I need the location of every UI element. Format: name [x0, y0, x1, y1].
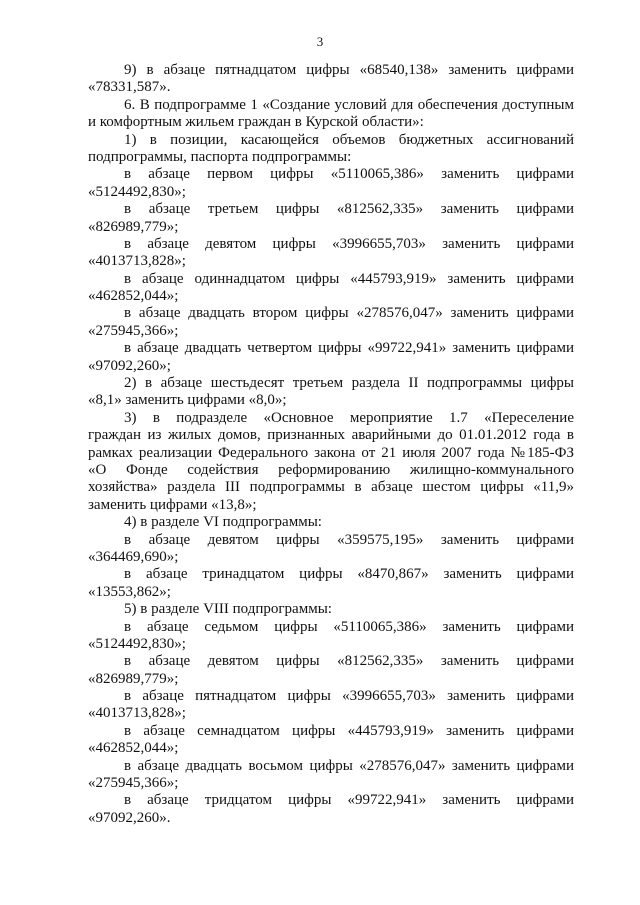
text-line: 6. В подпрограмме 1 «Создание условий для обеспечения доступным: [124, 96, 574, 113]
text-line: «5124492,830»;: [88, 635, 186, 652]
text-line: в абзаце тринадцатом цифры «8470,867» заменить цифрами: [124, 566, 574, 583]
text-line: в абзаце двадцать четвертом цифры «99722,941» заменить цифрами: [124, 340, 574, 357]
text-line: в абзаце тридцатом цифры «99722,941» заменить цифрами: [124, 792, 574, 809]
text-line: «97092,260»;: [88, 357, 171, 374]
text-line: 2) в абзаце шестьдесят третьем раздела II подпрограммы цифры: [124, 375, 574, 392]
text-line: подпрограммы, паспорта подпрограммы:: [88, 148, 352, 165]
text-line: «13553,862»;: [88, 583, 171, 600]
text-line: в абзаце девятом цифры «359575,195» заменить цифрами: [124, 531, 574, 548]
text-line: в абзаце девятом цифры «3996655,703» заменить цифрами: [124, 235, 574, 252]
text-line: граждан из жилых домов, признанных аварийными до 01.01.2012 года в: [88, 427, 574, 444]
text-line: в абзаце двадцать восьмом цифры «278576,047» заменить цифрами: [124, 757, 574, 774]
text-line: в абзаце третьем цифры «812562,335» заменить цифрами: [124, 201, 574, 218]
text-line: в абзаце девятом цифры «812562,335» заменить цифрами: [124, 653, 574, 670]
text-line: «275945,366»;: [88, 775, 179, 792]
text-line: рамках реализации Федерального закона от 21 июля 2007 года №185-ФЗ: [88, 444, 574, 461]
page-number: 3: [316, 34, 324, 49]
text-line: «826989,779»;: [88, 218, 179, 235]
text-line: в абзаце первом цифры «5110065,386» заменить цифрами: [124, 166, 574, 183]
text-line: «8,1» заменить цифрами «8,0»;: [88, 392, 287, 409]
text-line: в абзаце пятнадцатом цифры «3996655,703» заменить цифрами: [124, 688, 574, 705]
text-line: заменить цифрами «13,8»;: [88, 496, 257, 513]
text-line: «826989,779»;: [88, 670, 179, 687]
text-line: «462852,044»;: [88, 740, 179, 757]
text-line: хозяйства» раздела III подпрограммы в абзаце шестом цифры «11,9»: [88, 479, 574, 496]
text-line: в абзаце одиннадцатом цифры «445793,919» заменить цифрами: [124, 270, 574, 287]
text-line: в абзаце семнадцатом цифры «445793,919» заменить цифрами: [124, 722, 574, 739]
text-line: 3) в подразделе «Основное мероприятие 1.7 «Переселение: [124, 409, 574, 426]
text-line: «5124492,830»;: [88, 183, 186, 200]
text-line: «275945,366»;: [88, 322, 179, 339]
text-line: «462852,044»;: [88, 288, 179, 305]
text-line: «4013713,828»;: [88, 253, 186, 270]
text-line: в абзаце седьмом цифры «5110065,386» заменить цифрами: [124, 618, 574, 635]
text-line: «О Фонде содействия реформированию жилищно-коммунального: [88, 461, 574, 478]
text-line: «4013713,828»;: [88, 705, 186, 722]
document-body: [88, 62, 574, 827]
text-line: и комфортным жильем граждан в Курской области»:: [88, 114, 424, 131]
text-line: 9) в абзаце пятнадцатом цифры «68540,138» заменить цифрами: [124, 62, 574, 78]
text-line: 1) в позиции, касающейся объемов бюджетных ассигнований: [124, 131, 574, 148]
text-line: в абзаце двадцать втором цифры «278576,047» заменить цифрами: [124, 305, 574, 322]
text-line: «78331,587».: [88, 79, 171, 96]
text-line: «97092,260».: [88, 809, 171, 826]
text-line: 5) в разделе VIII подпрограммы:: [124, 601, 332, 618]
text-line: 4) в разделе VI подпрограммы:: [124, 514, 322, 531]
text-line: «364469,690»;: [88, 548, 179, 565]
